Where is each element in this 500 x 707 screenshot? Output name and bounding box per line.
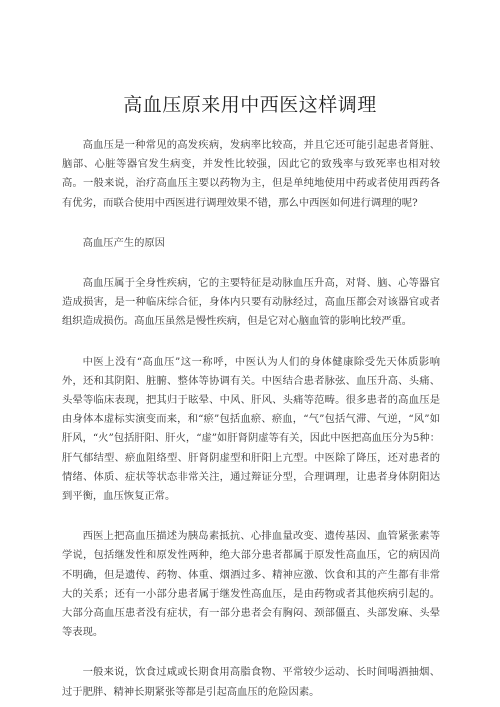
document-body [62,136,440,707]
paragraph-definition: 高血压属于全身性疾病，它的主要特征是动脉血压升高，对肾、脑、心等器官造成损害，是一种临床综合征，身体内只要有动脉经过，高血压都会对该器官或者组织造成损伤。高血压虽然是慢性疾病，但是它对心脑血管的影响比较严重。 [62,277,440,328]
section-heading-causes: 高血压产生的原因 [82,236,165,249]
document-title: 高血压原来用中西医这样调理 [123,94,377,116]
paragraph-tcm-view: 中医上没有“高血压”这一称呼，中医认为人们的身体健康除受先天体质影响外，还和其阴阳、脏腑、整体等协调有关。中医结合患者脉弦、血压升高、头痛、头晕等临床表现，把其归于眩晕、中风、肝风、头痛等范畴。很多患者的高血压是由身体本虚标实演变而来，和“瘀”包括血瘀、瘀血，“气”包括气滞、气逆，“风”如肝风，“火”包括肝阳、肝火，“虚”如肝肾阴虚等有关，因此中医把高血压分为5种：肝气郁结型、瘀血阻络型、肝肾阴虚型和肝阳上亢型。中医除了降压，还对患者的情绪、体质、症状等状态非常关注，通过辩证分型，合理调理，让患者身体阴阳达到平衡，血压恢复正常。 [62,355,440,503]
paragraph-intro: 高血压是一种常见的高发疾病，发病率比较高，并且它还可能引起患者肾脏、脑部、心脏等器官发生病变，并发性比较强，因此它的致残率与致死率也相对较高。一般来说，治疗高血压主要以药物为主，但是单纯地使用中药或者使用西药各有优劣，而联合使用中西医进行调理效果不错，那么中西医如何进行调理的呢? [62,139,440,209]
paragraph-risk-factors: 一般来说，饮食过咸或长期食用高脂食物、平常较少运动、长时间喝酒抽烟、过于肥胖、精神长期紧张等都是引起高血压的危险因素。 [62,666,440,698]
paragraph-western-view: 西医上把高血压描述为胰岛素抵抗、心排血量改变、遗传基因、血管紧张素等学说，包括继发性和原发性两种，绝大部分患者都属于原发性高血压，它的病因尚不明确，但是遗传、药物、体重、烟酒过多、精神应激、饮食和其的产生都有非常大的关系；还有一小部分患者属于继发性高血压，是由药物或者其他疾病引起的。大部分高血压患者没有症状，有一部分患者会有胸闷、颈部僵直、头部发麻、头晕等表现。 [62,530,440,639]
